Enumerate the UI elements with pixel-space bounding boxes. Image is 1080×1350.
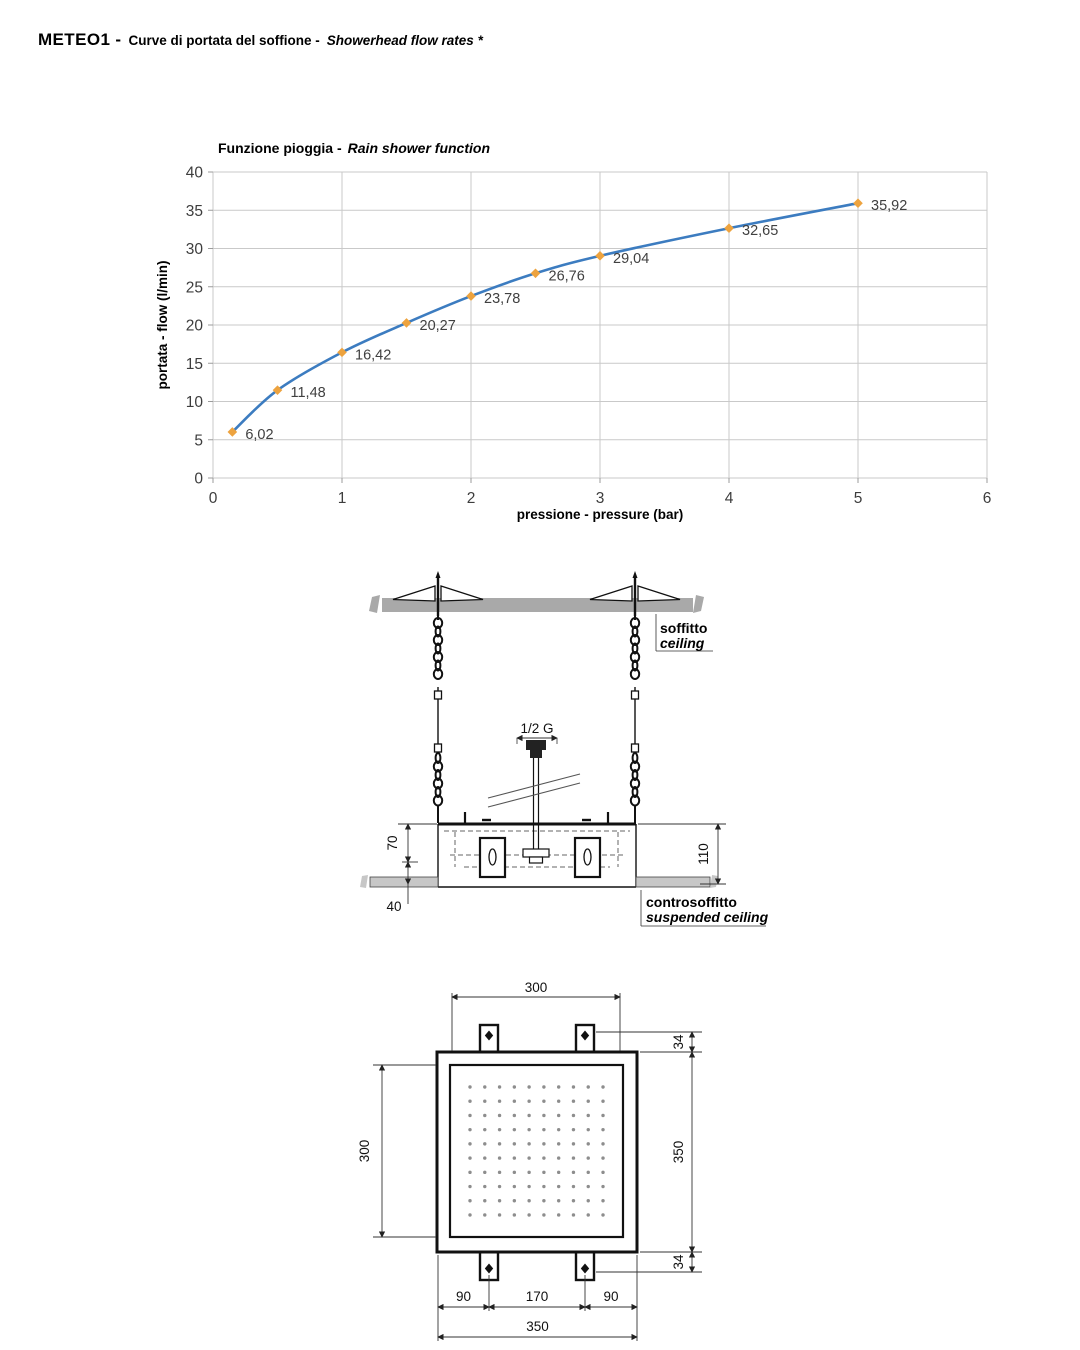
nozzle-dot	[483, 1156, 486, 1159]
chart-title	[218, 140, 490, 156]
nozzle-dot	[572, 1199, 575, 1202]
pipe-base	[523, 849, 549, 857]
nozzle-dot	[542, 1156, 545, 1159]
nozzle-dot	[587, 1185, 590, 1188]
data-point-marker	[724, 223, 734, 233]
nozzle-dot	[601, 1114, 604, 1117]
nozzle-dot	[498, 1100, 501, 1103]
x-tick-label: 4	[724, 490, 734, 507]
nozzle-dot	[542, 1128, 545, 1131]
nozzle-dot	[513, 1128, 516, 1131]
nozzle-dot	[572, 1213, 575, 1216]
nozzle-dot	[468, 1185, 471, 1188]
data-point-marker	[531, 268, 541, 278]
nozzle-dot	[483, 1142, 486, 1145]
nozzle-dot	[483, 1114, 486, 1117]
nozzle-dot	[542, 1085, 545, 1088]
nozzle-dot	[483, 1171, 486, 1174]
data-point-label: 35,92	[871, 198, 908, 215]
nozzle-dot	[542, 1142, 545, 1145]
data-point-label: 20,27	[419, 317, 456, 334]
data-point-marker	[853, 198, 863, 208]
suspended-ceiling-callout	[641, 890, 769, 926]
side-view-svg	[360, 560, 800, 940]
nozzle-dot	[513, 1100, 516, 1103]
nozzle-dot	[587, 1100, 590, 1103]
x-tick-label: 5	[853, 490, 863, 507]
dim-110: 110	[696, 843, 711, 865]
nozzle-dot	[587, 1213, 590, 1216]
nozzle-dot	[542, 1114, 545, 1117]
nozzle-dot	[601, 1185, 604, 1188]
dim-total-350: 350	[526, 1319, 549, 1334]
pipe-base-foot	[530, 857, 543, 863]
inlet-nut	[526, 740, 546, 750]
nozzle-dot	[557, 1213, 560, 1216]
dim-90-right: 90	[603, 1289, 619, 1304]
nozzle-dot	[557, 1114, 560, 1117]
dim-tab-bottom-34: 34	[671, 1254, 686, 1270]
nozzle-dot	[601, 1199, 604, 1202]
nozzle-dot	[527, 1199, 530, 1202]
ceiling-break-left	[369, 595, 380, 613]
data-point-label: 6,02	[245, 426, 274, 443]
flow-chart-svg	[150, 135, 1020, 535]
nozzle-dot	[527, 1142, 530, 1145]
nozzle-dot	[513, 1114, 516, 1117]
spray-face-outline	[450, 1065, 623, 1237]
nozzle-dot	[557, 1199, 560, 1202]
nozzle-dot	[527, 1114, 530, 1117]
nozzle-dot	[468, 1114, 471, 1117]
nozzle-dot	[527, 1171, 530, 1174]
data-point-label: 26,76	[548, 268, 585, 285]
chart-title-en: Rain shower function	[347, 140, 490, 156]
chains	[434, 612, 639, 823]
x-tick-label: 2	[466, 490, 476, 507]
y-tick-label: 20	[185, 317, 203, 335]
nozzle-dot	[601, 1213, 604, 1216]
nozzle-dot	[557, 1171, 560, 1174]
nozzle-dot	[468, 1128, 471, 1131]
x-tick-label: 6	[982, 490, 992, 507]
nozzle-dot	[468, 1085, 471, 1088]
nozzle-dot	[601, 1142, 604, 1145]
nozzle-dot	[513, 1085, 516, 1088]
nozzle-dot	[498, 1213, 501, 1216]
nozzle-dot	[587, 1085, 590, 1088]
dim-top-300: 300	[524, 980, 548, 995]
y-tick-label: 40	[185, 164, 203, 182]
data-point-label: 32,65	[742, 223, 779, 240]
chain-right	[631, 612, 639, 823]
nozzle-dot	[557, 1185, 560, 1188]
nozzle-dot	[468, 1142, 471, 1145]
nozzle-dot	[527, 1100, 530, 1103]
product-code: METEO1 -	[38, 30, 122, 49]
nozzle-dot	[468, 1199, 471, 1202]
nozzle-dot	[572, 1114, 575, 1117]
y-tick-label: 35	[185, 202, 203, 220]
nozzle-dot	[587, 1171, 590, 1174]
dim-90-left: 90	[455, 1289, 472, 1304]
nozzle-dot	[483, 1100, 486, 1103]
nozzle-dot	[572, 1142, 575, 1145]
nozzle-dot	[587, 1114, 590, 1117]
nozzle-dot	[483, 1185, 486, 1188]
turnbuckle-nut	[435, 744, 442, 752]
data-point-marker	[466, 291, 476, 301]
nozzle-dot	[468, 1213, 471, 1216]
data-point-label: 11,48	[290, 385, 326, 402]
x-axis-label: pressione - pressure (bar)	[516, 507, 684, 522]
nozzle-dot	[513, 1171, 516, 1174]
suspended-ceiling-panels	[360, 875, 718, 888]
nozzle-dot	[527, 1156, 530, 1159]
page-subtitle-en: Showerhead flow rates *	[326, 33, 483, 48]
nozzle-dot	[527, 1085, 530, 1088]
nozzle-dot	[468, 1100, 471, 1103]
nozzle-dot	[587, 1199, 590, 1202]
nozzle-dot	[542, 1100, 545, 1103]
nozzle-dot	[527, 1185, 530, 1188]
nozzle-dot	[557, 1142, 560, 1145]
plan-view-svg	[340, 955, 740, 1350]
nozzle-dot	[483, 1213, 486, 1216]
nozzle-dot	[498, 1114, 501, 1117]
nozzle-dot	[498, 1142, 501, 1145]
nozzle-dot	[498, 1156, 501, 1159]
chart-title-it: Funzione pioggia -	[218, 140, 342, 156]
nozzle-dot	[572, 1128, 575, 1131]
nozzle-dot	[542, 1213, 545, 1216]
nozzle-dot	[498, 1199, 501, 1202]
nozzle-dot	[513, 1156, 516, 1159]
page-title	[38, 30, 483, 50]
data-point-marker	[402, 318, 412, 328]
nozzle-dot	[601, 1085, 604, 1088]
y-tick-label: 15	[185, 355, 203, 373]
nozzle-dot	[527, 1213, 530, 1216]
data-point-label: 16,42	[355, 347, 392, 364]
turnbuckle-nut	[632, 691, 639, 699]
dim-170: 170	[525, 1289, 549, 1304]
nozzle-dot	[527, 1128, 530, 1131]
x-tick-label: 1	[337, 490, 347, 507]
nozzle-dot	[513, 1213, 516, 1216]
ceiling-label-it: soffitto	[660, 620, 708, 636]
nozzle-dot	[557, 1128, 560, 1131]
nozzle-dot	[601, 1100, 604, 1103]
nozzle-dot	[601, 1156, 604, 1159]
y-axis-label: portata - flow (l/min)	[155, 260, 170, 390]
y-tick-label: 5	[194, 432, 203, 450]
nozzle-dot	[557, 1085, 560, 1088]
chain-left	[434, 612, 442, 823]
dim-tab-top-34: 34	[671, 1034, 686, 1050]
nozzle-dot	[557, 1100, 560, 1103]
nozzle-dot	[483, 1128, 486, 1131]
bracket-slot-left	[489, 849, 496, 865]
nozzle-dot	[601, 1128, 604, 1131]
nozzle-dot	[513, 1142, 516, 1145]
nozzle-dot	[498, 1085, 501, 1088]
nozzle-dot	[542, 1199, 545, 1202]
nozzle-dot	[483, 1199, 486, 1202]
nozzle-dot	[572, 1185, 575, 1188]
nozzle-dot	[498, 1171, 501, 1174]
nozzle-dot	[587, 1142, 590, 1145]
nozzle-dot	[587, 1156, 590, 1159]
nozzle-dot	[601, 1171, 604, 1174]
page-subtitle-it: Curve di portata del soffione -	[128, 33, 320, 48]
nozzle-dot	[498, 1185, 501, 1188]
y-tick-label: 30	[185, 241, 203, 258]
y-tick-label: 0	[194, 470, 203, 488]
turnbuckle-nut	[435, 691, 442, 699]
nozzle-dot	[468, 1156, 471, 1159]
nozzle-dot	[572, 1171, 575, 1174]
thread-size-label: 1/2 G	[520, 721, 554, 736]
nozzle-dot	[557, 1156, 560, 1159]
suspended-ceiling-label-en: suspended ceiling	[646, 909, 769, 925]
suspended-ceiling-label-it: controsoffitto	[646, 894, 737, 910]
dim-70: 70	[385, 835, 400, 851]
y-tick-label: 25	[185, 279, 203, 297]
ceiling-break-right	[693, 595, 704, 613]
data-point-label: 29,04	[613, 250, 650, 267]
dim-left-300: 300	[357, 1139, 372, 1163]
turnbuckle-nut	[632, 744, 639, 752]
nozzle-dot	[513, 1185, 516, 1188]
nozzle-dot	[587, 1128, 590, 1131]
x-tick-label: 3	[595, 490, 605, 507]
ceiling-callout	[656, 614, 713, 651]
dim-40: 40	[386, 899, 402, 914]
x-tick-label: 0	[208, 490, 218, 507]
nozzle-dot	[572, 1085, 575, 1088]
data-point-label: 23,78	[484, 291, 521, 308]
chart-plot	[186, 165, 992, 508]
data-point-marker	[337, 348, 347, 358]
nozzle-dot	[468, 1171, 471, 1174]
inlet-nut-lower	[530, 750, 542, 758]
dim-right-350: 350	[671, 1140, 686, 1164]
nozzle-dot	[572, 1100, 575, 1103]
nozzle-dot	[572, 1156, 575, 1159]
nozzle-dot	[513, 1199, 516, 1202]
bracket-slot-right	[584, 849, 591, 865]
nozzle-dot	[542, 1171, 545, 1174]
nozzle-dot	[542, 1185, 545, 1188]
data-point-marker	[595, 251, 605, 261]
ceiling-label-en: ceiling	[660, 635, 705, 651]
nozzle-dot	[483, 1085, 486, 1088]
nozzle-dot	[498, 1128, 501, 1131]
y-tick-label: 10	[185, 394, 203, 411]
